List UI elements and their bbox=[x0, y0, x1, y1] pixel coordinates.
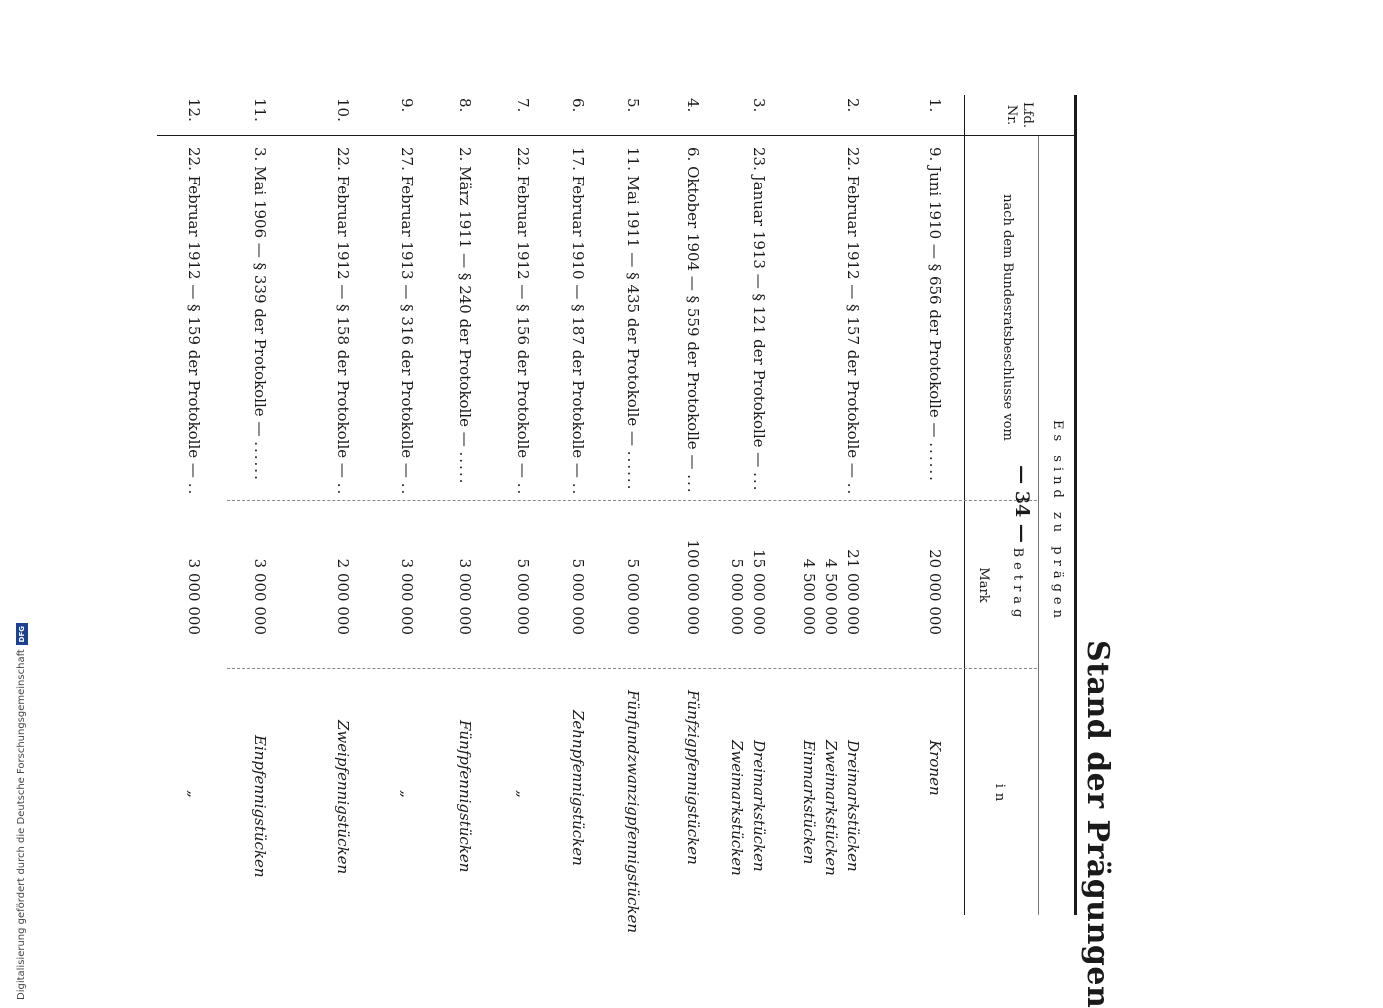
row-amount: 5 000 000 bbox=[624, 558, 642, 635]
row-nr: 11. bbox=[251, 98, 269, 122]
row-nr: 2. bbox=[844, 98, 862, 113]
column-header-basis: nach dem Bundesratsbeschlusse vom bbox=[1000, 194, 1015, 441]
row-basis: 2. März 1911 — § 240 der Protokolle — ..... bbox=[456, 147, 474, 486]
table-row bbox=[249, 98, 271, 122]
row-basis: 27. Februar 1913 — § 316 der Protokolle — .. bbox=[398, 147, 416, 497]
table-row bbox=[512, 98, 534, 112]
row-coin-type: Dreimarkstücken Zweimarkstücken bbox=[728, 740, 768, 876]
row-coin-type: Zweipfennigstücken bbox=[334, 720, 352, 875]
basis-column-divider bbox=[227, 500, 1037, 501]
row-amount: 100 000 000 bbox=[684, 539, 702, 635]
row-nr: 4. bbox=[684, 98, 702, 113]
dfg-logo: DFG bbox=[16, 623, 28, 645]
row-nr: 12. bbox=[185, 98, 203, 122]
table-row bbox=[748, 98, 770, 112]
footer-text: Digitalisierung gefördert durch die Deutsche Forschungsgemeinschaft bbox=[16, 649, 27, 1000]
row-coin-type: Fünfpfennigstücken bbox=[456, 720, 474, 873]
row-basis: 9. Juni 1910 — § 656 der Protokolle — ...... bbox=[926, 147, 944, 483]
group-header: Es sind zu prägen bbox=[1050, 420, 1065, 623]
row-nr: 10. bbox=[334, 98, 352, 122]
row-amount: 3 000 000 bbox=[185, 558, 203, 635]
table-row bbox=[622, 98, 644, 112]
row-nr: 6. bbox=[569, 98, 587, 113]
group-header-rule bbox=[1038, 135, 1039, 915]
digitization-footer bbox=[14, 0, 30, 1000]
row-nr: 1. bbox=[926, 98, 944, 113]
row-amount: 5 000 000 bbox=[569, 558, 587, 635]
table-row bbox=[682, 98, 704, 112]
row-nr: 8. bbox=[456, 98, 474, 113]
row-coin-type: „ bbox=[185, 790, 203, 798]
row-nr: 7. bbox=[514, 98, 532, 113]
row-amount: 20 000 000 bbox=[926, 549, 944, 635]
row-coin-type: Kronen bbox=[926, 740, 944, 796]
table-row bbox=[454, 98, 476, 112]
table-row bbox=[396, 98, 418, 112]
row-coin-type: Fünfzigpfennigstücken bbox=[684, 690, 702, 865]
row-basis: 17. Februar 1910 — § 187 der Protokolle — .. bbox=[569, 147, 587, 497]
rotated-page bbox=[157, 0, 1117, 1008]
row-nr: 3. bbox=[750, 98, 768, 113]
column-header-amount: Betrag bbox=[1010, 547, 1025, 623]
row-coin-type: Dreimarkstücken Zweimarkstücken Einmarkstücken bbox=[800, 740, 862, 876]
row-amount: 3 000 000 bbox=[456, 558, 474, 635]
row-amount: 3 000 000 bbox=[251, 558, 269, 635]
row-amount: 3 000 000 bbox=[398, 558, 416, 635]
row-basis: 11. Mai 1911 — § 435 der Protokolle — ...... bbox=[624, 147, 642, 492]
table-top-rule bbox=[1074, 95, 1077, 915]
row-coin-type: „ bbox=[398, 790, 416, 798]
row-nr: 9. bbox=[398, 98, 416, 113]
row-coin-type: Fünfundzwanzigpfennigstücken bbox=[624, 690, 642, 934]
row-coin-type: Zehnpfennigstücken bbox=[569, 710, 587, 866]
column-header-nr: Lfd. Nr. bbox=[1004, 102, 1035, 128]
table-row bbox=[924, 98, 946, 112]
row-coin-type: „ bbox=[514, 790, 532, 798]
row-basis: 22. Februar 1912 — § 157 der Protokolle — .. bbox=[844, 147, 862, 497]
column-header-amount-unit: Mark bbox=[976, 567, 991, 603]
nr-column-divider bbox=[157, 135, 1075, 136]
row-nr: 5. bbox=[624, 98, 642, 113]
row-amount: 5 000 000 bbox=[514, 558, 532, 635]
row-basis: 22. Februar 1912 — § 159 der Protokolle — .. bbox=[185, 147, 203, 497]
row-amount: 2 000 000 bbox=[334, 558, 352, 635]
row-amount: 15 000 000 5 000 000 bbox=[728, 549, 768, 635]
row-basis: 6. Oktober 1904 — § 559 der Protokolle — ... bbox=[684, 147, 702, 495]
column-header-coins: in bbox=[992, 783, 1007, 807]
table-row bbox=[332, 98, 354, 122]
row-basis: 23. Januar 1913 — § 121 der Protokolle — ... bbox=[750, 147, 768, 493]
page-title: Stand der Prägungen bbox=[1080, 640, 1115, 1008]
row-basis: 3. Mai 1906 — § 339 der Protokolle — ...... bbox=[251, 147, 269, 482]
row-basis: 22. Februar 1912 — § 158 der Protokolle — .. bbox=[334, 147, 352, 497]
row-coin-type: Einpfennigstücken bbox=[251, 735, 269, 878]
row-basis: 22. Februar 1912 — § 156 der Protokolle — .. bbox=[514, 147, 532, 497]
page-number: — 34 — bbox=[1011, 465, 1033, 543]
table-row bbox=[183, 98, 205, 122]
table-row bbox=[842, 98, 864, 112]
table-row bbox=[567, 98, 589, 112]
row-amount: 21 000 000 4 500 000 4 500 000 bbox=[800, 549, 862, 635]
header-bottom-rule bbox=[964, 95, 965, 915]
amount-column-divider bbox=[227, 668, 1037, 669]
